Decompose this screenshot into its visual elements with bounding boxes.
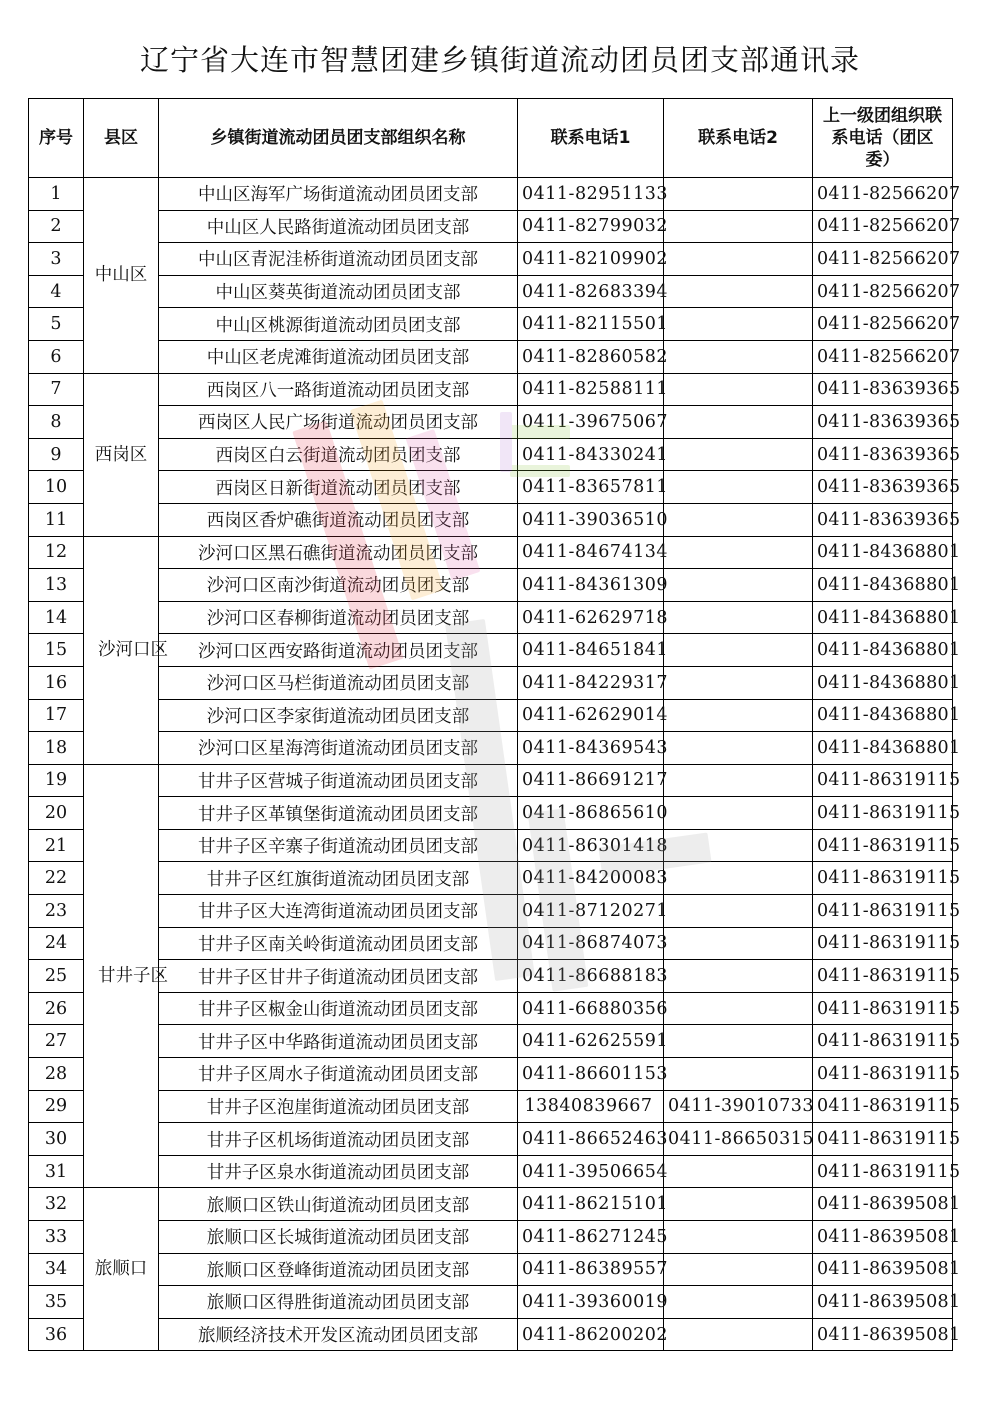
row-phone2 — [664, 1286, 813, 1319]
table-row — [29, 569, 953, 602]
row-upper-phone: 0411-86319115 — [813, 1058, 953, 1091]
row-seq: 9 — [29, 438, 84, 471]
directory-table — [28, 98, 961, 1351]
row-phone1: 13840839667 — [518, 1090, 664, 1123]
row-phone2 — [664, 406, 813, 439]
header-row — [29, 99, 953, 178]
row-district: 中山区 — [84, 178, 159, 374]
row-phone2 — [664, 666, 813, 699]
table-row — [29, 308, 953, 341]
row-seq: 34 — [29, 1253, 84, 1286]
row-seq: 22 — [29, 862, 84, 895]
row-phone1: 0411-39036510 — [518, 503, 664, 536]
row-phone2 — [664, 373, 813, 406]
table-row — [29, 243, 953, 276]
row-phone1: 0411-86865610 — [518, 797, 664, 830]
row-phone1: 0411-39506654 — [518, 1155, 664, 1188]
row-phone2 — [664, 895, 813, 928]
row-phone1: 0411-82683394 — [518, 275, 664, 308]
row-org-name: 西岗区香炉礁街道流动团员团支部 — [159, 503, 518, 536]
row-district: 甘井子区 — [84, 764, 159, 1188]
row-upper-phone: 0411-84368801 — [813, 536, 953, 569]
row-org-name: 西岗区八一路街道流动团员团支部 — [159, 373, 518, 406]
row-phone1: 0411-86688183 — [518, 960, 664, 993]
row-seq: 11 — [29, 503, 84, 536]
table-row — [29, 895, 953, 928]
table-row — [29, 732, 953, 765]
row-org-name: 甘井子区中华路街道流动团员团支部 — [159, 1025, 518, 1058]
table-row — [29, 1025, 953, 1058]
row-phone1: 0411-82115501 — [518, 308, 664, 341]
row-phone1: 0411-86874073 — [518, 927, 664, 960]
row-org-name: 西岗区人民广场街道流动团员团支部 — [159, 406, 518, 439]
row-org-name: 旅顺口区登峰街道流动团员团支部 — [159, 1253, 518, 1286]
table-row — [29, 1318, 953, 1351]
row-org-name: 西岗区日新街道流动团员团支部 — [159, 471, 518, 504]
row-org-name: 中山区青泥洼桥街道流动团员团支部 — [159, 243, 518, 276]
row-seq: 12 — [29, 536, 84, 569]
row-phone2 — [664, 503, 813, 536]
row-upper-phone: 0411-86319115 — [813, 1155, 953, 1188]
row-seq: 19 — [29, 764, 84, 797]
row-phone2 — [664, 471, 813, 504]
row-org-name: 甘井子区南关岭街道流动团员团支部 — [159, 927, 518, 960]
row-seq: 3 — [29, 243, 84, 276]
table-row — [29, 829, 953, 862]
row-upper-phone: 0411-82566207 — [813, 275, 953, 308]
row-org-name: 甘井子区甘井子街道流动团员团支部 — [159, 960, 518, 993]
row-phone1: 0411-84651841 — [518, 634, 664, 667]
table-row — [29, 178, 953, 211]
row-org-name: 甘井子区椒金山街道流动团员团支部 — [159, 992, 518, 1025]
row-seq: 27 — [29, 1025, 84, 1058]
row-upper-phone: 0411-83639365 — [813, 503, 953, 536]
row-org-name: 甘井子区周水子街道流动团员团支部 — [159, 1058, 518, 1091]
table-row — [29, 210, 953, 243]
table-row — [29, 1123, 953, 1156]
header-district: 县区 — [84, 99, 159, 178]
row-phone2 — [664, 1253, 813, 1286]
row-org-name: 甘井子区革镇堡街道流动团员团支部 — [159, 797, 518, 830]
table-row — [29, 927, 953, 960]
row-org-name: 沙河口区春柳街道流动团员团支部 — [159, 601, 518, 634]
row-org-name: 甘井子区大连湾街道流动团员团支部 — [159, 895, 518, 928]
row-org-name: 旅顺口区长城街道流动团员团支部 — [159, 1221, 518, 1254]
row-seq: 13 — [29, 569, 84, 602]
table-row — [29, 1286, 953, 1319]
row-phone2 — [664, 210, 813, 243]
row-org-name: 甘井子区泡崖街道流动团员团支部 — [159, 1090, 518, 1123]
row-upper-phone: 0411-86319115 — [813, 764, 953, 797]
row-upper-phone: 0411-86319115 — [813, 862, 953, 895]
row-phone1: 0411-82588111 — [518, 373, 664, 406]
row-phone2 — [664, 862, 813, 895]
row-upper-phone: 0411-84368801 — [813, 732, 953, 765]
row-seq: 16 — [29, 666, 84, 699]
row-district: 沙河口区 — [84, 536, 159, 764]
row-org-name: 旅顺口区铁山街道流动团员团支部 — [159, 1188, 518, 1221]
row-phone2 — [664, 764, 813, 797]
row-phone2 — [664, 732, 813, 765]
row-upper-phone: 0411-86319115 — [813, 1123, 953, 1156]
row-phone2 — [664, 536, 813, 569]
row-phone1: 0411-86200202 — [518, 1318, 664, 1351]
row-org-name: 旅顺口区得胜街道流动团员团支部 — [159, 1286, 518, 1319]
row-upper-phone: 0411-83639365 — [813, 406, 953, 439]
row-phone2 — [664, 438, 813, 471]
row-seq: 2 — [29, 210, 84, 243]
row-upper-phone: 0411-86319115 — [813, 1090, 953, 1123]
row-upper-phone: 0411-84368801 — [813, 666, 953, 699]
row-org-name: 甘井子区机场街道流动团员团支部 — [159, 1123, 518, 1156]
row-phone1: 0411-39360019 — [518, 1286, 664, 1319]
row-seq: 17 — [29, 699, 84, 732]
row-upper-phone: 0411-86319115 — [813, 1025, 953, 1058]
row-upper-phone: 0411-86395081 — [813, 1253, 953, 1286]
row-phone2 — [664, 308, 813, 341]
row-seq: 28 — [29, 1058, 84, 1091]
row-upper-phone: 0411-83639365 — [813, 471, 953, 504]
row-phone1: 0411-82860582 — [518, 340, 664, 373]
row-phone2 — [664, 699, 813, 732]
row-phone2: 0411-86650315 — [664, 1123, 813, 1156]
row-phone2 — [664, 634, 813, 667]
header-phone1: 联系电话1 — [518, 99, 664, 178]
row-phone2 — [664, 1155, 813, 1188]
row-phone1: 0411-82799032 — [518, 210, 664, 243]
row-upper-phone: 0411-86319115 — [813, 829, 953, 862]
row-seq: 7 — [29, 373, 84, 406]
row-upper-phone: 0411-82566207 — [813, 308, 953, 341]
table-row — [29, 666, 953, 699]
row-upper-phone: 0411-83639365 — [813, 438, 953, 471]
row-seq: 8 — [29, 406, 84, 439]
row-phone1: 0411-84330241 — [518, 438, 664, 471]
row-seq: 25 — [29, 960, 84, 993]
header-upper: 上一级团组织联系电话（团区委） — [813, 99, 953, 178]
row-org-name: 沙河口区西安路街道流动团员团支部 — [159, 634, 518, 667]
row-phone1: 0411-62629718 — [518, 601, 664, 634]
row-seq: 18 — [29, 732, 84, 765]
row-phone1: 0411-86601153 — [518, 1058, 664, 1091]
row-phone1: 0411-87120271 — [518, 895, 664, 928]
row-upper-phone: 0411-84368801 — [813, 601, 953, 634]
row-phone1: 0411-82109902 — [518, 243, 664, 276]
row-seq: 6 — [29, 340, 84, 373]
row-phone1: 0411-62629014 — [518, 699, 664, 732]
table-row — [29, 373, 953, 406]
row-seq: 26 — [29, 992, 84, 1025]
row-upper-phone: 0411-86319115 — [813, 992, 953, 1025]
row-phone1: 0411-84200083 — [518, 862, 664, 895]
table-row — [29, 1253, 953, 1286]
table-row — [29, 438, 953, 471]
row-phone2 — [664, 275, 813, 308]
table-body — [29, 178, 961, 1351]
row-seq: 23 — [29, 895, 84, 928]
table-row — [29, 536, 953, 569]
row-district: 西岗区 — [84, 373, 159, 536]
row-org-name: 甘井子区营城子街道流动团员团支部 — [159, 764, 518, 797]
table-row — [29, 471, 953, 504]
row-upper-phone: 0411-86395081 — [813, 1188, 953, 1221]
row-seq: 14 — [29, 601, 84, 634]
row-phone1: 0411-84229317 — [518, 666, 664, 699]
row-seq: 30 — [29, 1123, 84, 1156]
row-org-name: 中山区海军广场街道流动团员团支部 — [159, 178, 518, 211]
table-row — [29, 862, 953, 895]
row-seq: 20 — [29, 797, 84, 830]
table-row — [29, 406, 953, 439]
row-upper-phone: 0411-86395081 — [813, 1221, 953, 1254]
row-phone2 — [664, 1221, 813, 1254]
header-phone2: 联系电话2 — [664, 99, 813, 178]
row-org-name: 中山区葵英街道流动团员团支部 — [159, 275, 518, 308]
row-phone2 — [664, 992, 813, 1025]
row-seq: 10 — [29, 471, 84, 504]
table-row — [29, 797, 953, 830]
row-upper-phone: 0411-84368801 — [813, 569, 953, 602]
table-row — [29, 992, 953, 1025]
row-phone1: 0411-86652463 — [518, 1123, 664, 1156]
row-upper-phone: 0411-86395081 — [813, 1286, 953, 1319]
row-phone2 — [664, 601, 813, 634]
row-upper-phone: 0411-86395081 — [813, 1318, 953, 1351]
row-upper-phone: 0411-82566207 — [813, 243, 953, 276]
row-org-name: 中山区人民路街道流动团员团支部 — [159, 210, 518, 243]
row-org-name: 中山区老虎滩街道流动团员团支部 — [159, 340, 518, 373]
row-phone2 — [664, 927, 813, 960]
row-phone2 — [664, 960, 813, 993]
row-seq: 21 — [29, 829, 84, 862]
row-phone1: 0411-66880356 — [518, 992, 664, 1025]
row-org-name: 沙河口区马栏街道流动团员团支部 — [159, 666, 518, 699]
row-org-name: 旅顺经济技术开发区流动团员团支部 — [159, 1318, 518, 1351]
row-phone1: 0411-62625591 — [518, 1025, 664, 1058]
row-upper-phone: 0411-84368801 — [813, 634, 953, 667]
row-phone2: 0411-39010733 — [664, 1090, 813, 1123]
header-org: 乡镇街道流动团员团支部组织名称 — [159, 99, 518, 178]
row-seq: 5 — [29, 308, 84, 341]
row-upper-phone: 0411-86319115 — [813, 960, 953, 993]
row-phone2 — [664, 1058, 813, 1091]
row-phone1: 0411-86691217 — [518, 764, 664, 797]
row-upper-phone: 0411-84368801 — [813, 699, 953, 732]
row-phone1: 0411-86215101 — [518, 1188, 664, 1221]
row-upper-phone: 0411-86319115 — [813, 797, 953, 830]
row-org-name: 甘井子区泉水街道流动团员团支部 — [159, 1155, 518, 1188]
table-row — [29, 699, 953, 732]
table-row — [29, 1058, 953, 1091]
row-org-name: 中山区桃源街道流动团员团支部 — [159, 308, 518, 341]
row-district: 旅顺口 — [84, 1188, 159, 1351]
row-upper-phone: 0411-83639365 — [813, 373, 953, 406]
row-phone2 — [664, 569, 813, 602]
row-org-name: 西岗区白云街道流动团员团支部 — [159, 438, 518, 471]
table-row — [29, 764, 953, 797]
row-seq: 32 — [29, 1188, 84, 1221]
row-phone1: 0411-82951133 — [518, 178, 664, 211]
row-seq: 29 — [29, 1090, 84, 1123]
row-seq: 36 — [29, 1318, 84, 1351]
row-phone1: 0411-86271245 — [518, 1221, 664, 1254]
row-phone1: 0411-86301418 — [518, 829, 664, 862]
header-seq: 序号 — [29, 99, 84, 178]
row-phone1: 0411-83657811 — [518, 471, 664, 504]
row-phone2 — [664, 340, 813, 373]
table-row — [29, 601, 953, 634]
row-phone2 — [664, 829, 813, 862]
page-title: 辽宁省大连市智慧团建乡镇街道流动团员团支部通讯录 — [139, 43, 860, 77]
row-upper-phone: 0411-82566207 — [813, 340, 953, 373]
table-row — [29, 340, 953, 373]
row-org-name: 甘井子区辛寨子街道流动团员团支部 — [159, 829, 518, 862]
row-phone1: 0411-86389557 — [518, 1253, 664, 1286]
row-phone2 — [664, 178, 813, 211]
row-seq: 33 — [29, 1221, 84, 1254]
row-seq: 1 — [29, 178, 84, 211]
table-row — [29, 1188, 953, 1221]
table-row — [29, 1155, 953, 1188]
row-phone1: 0411-39675067 — [518, 406, 664, 439]
table-row — [29, 275, 953, 308]
table-row — [29, 503, 953, 536]
row-seq: 35 — [29, 1286, 84, 1319]
row-seq: 31 — [29, 1155, 84, 1188]
row-phone2 — [664, 1025, 813, 1058]
row-seq: 15 — [29, 634, 84, 667]
row-phone1: 0411-84369543 — [518, 732, 664, 765]
table-row — [29, 1090, 953, 1123]
table-row — [29, 1221, 953, 1254]
row-org-name: 沙河口区南沙街道流动团员团支部 — [159, 569, 518, 602]
row-phone2 — [664, 1188, 813, 1221]
row-phone2 — [664, 243, 813, 276]
row-phone1: 0411-84361309 — [518, 569, 664, 602]
row-upper-phone: 0411-82566207 — [813, 178, 953, 211]
row-org-name: 甘井子区红旗街道流动团员团支部 — [159, 862, 518, 895]
row-phone2 — [664, 797, 813, 830]
row-upper-phone: 0411-86319115 — [813, 895, 953, 928]
row-org-name: 沙河口区李家街道流动团员团支部 — [159, 699, 518, 732]
row-upper-phone: 0411-82566207 — [813, 210, 953, 243]
row-seq: 24 — [29, 927, 84, 960]
row-org-name: 沙河口区星海湾街道流动团员团支部 — [159, 732, 518, 765]
row-org-name: 沙河口区黑石礁街道流动团员团支部 — [159, 536, 518, 569]
row-phone2 — [664, 1318, 813, 1351]
row-seq: 4 — [29, 275, 84, 308]
row-upper-phone: 0411-86319115 — [813, 927, 953, 960]
row-phone1: 0411-84674134 — [518, 536, 664, 569]
